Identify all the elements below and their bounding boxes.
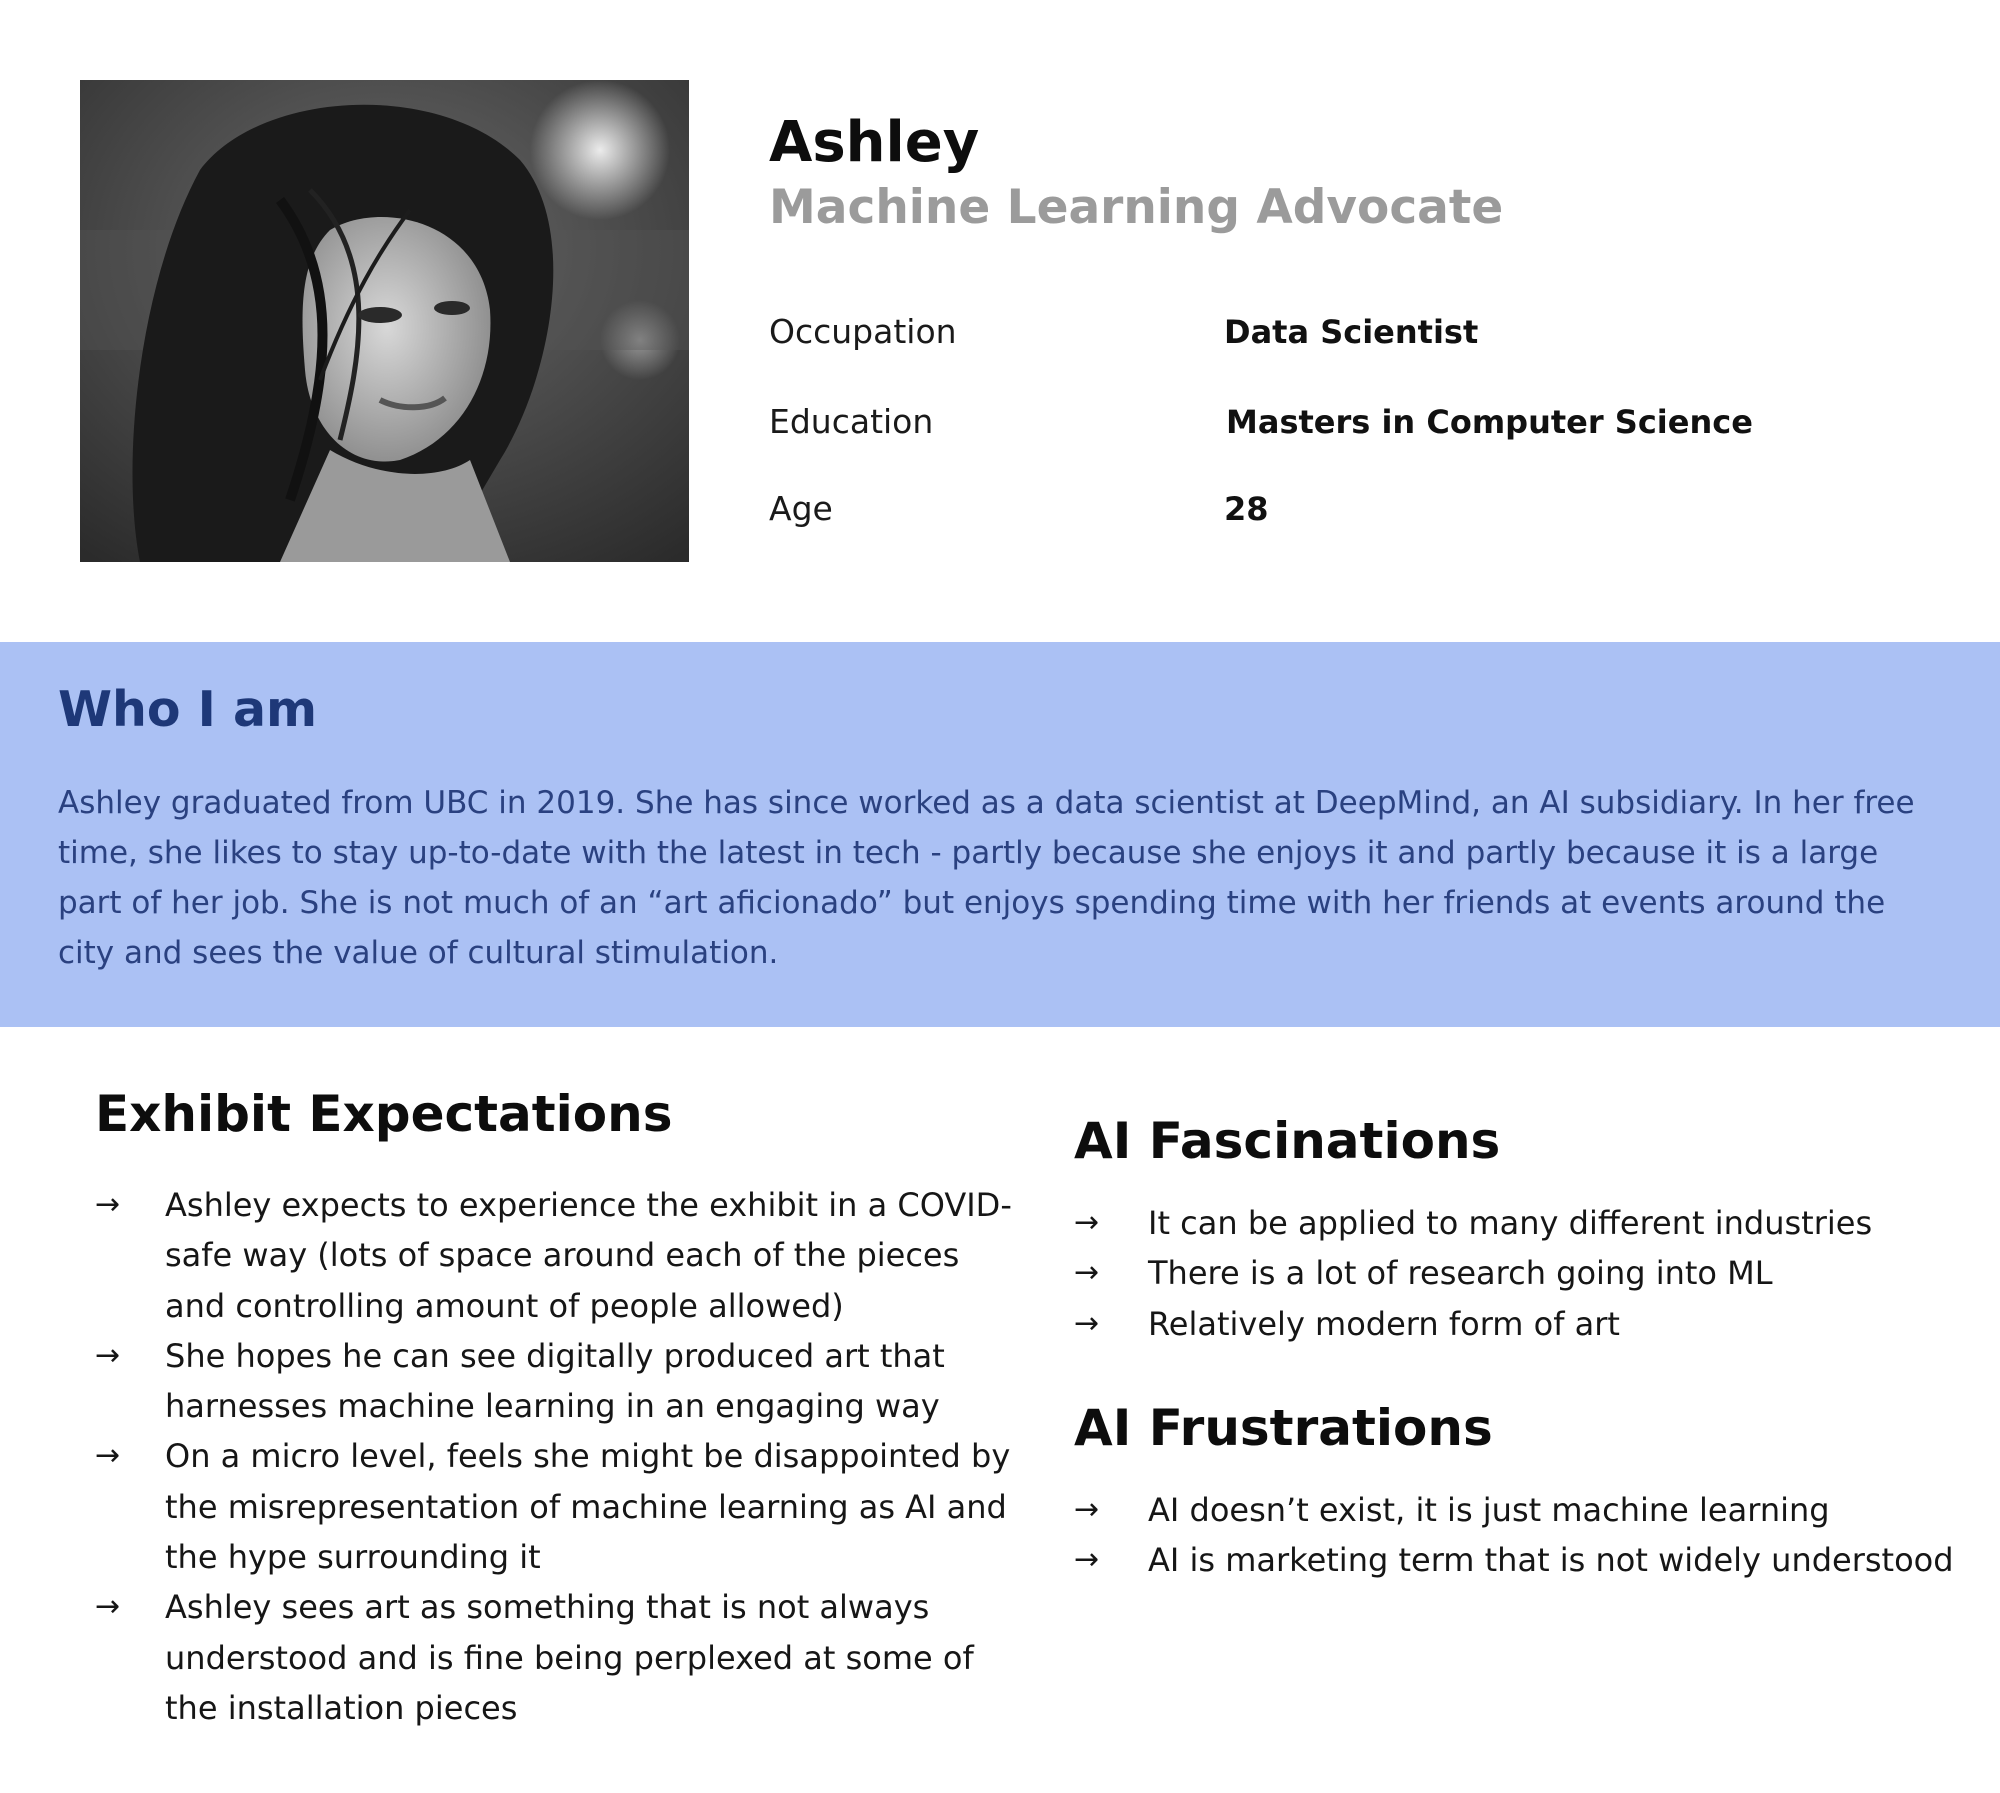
who-i-am-section xyxy=(0,642,2000,1027)
fact-value: 28 xyxy=(1224,490,1269,528)
who-i-am-text: Ashley graduated from UBC in 2019. She has since worked as a data scientist at DeepMind, an AI subsidiary. In her free time, she likes to stay up-to-date with the latest in tech - partly because she enjoys it and partly because it is a large part of her job. She is not much of an “art aficionado” but enjoys spending time with her friends at events around the city and sees the value of cultural stimulation. xyxy=(58,785,1915,971)
fact-value: Masters in Computer Science xyxy=(1226,403,1753,441)
fascinations-heading: AI Fascinations xyxy=(1074,1112,1501,1170)
arrow-right-icon: → xyxy=(95,1438,121,1474)
arrow-right-icon: → xyxy=(1074,1255,1100,1291)
list-item-text: AI doesn’t exist, it is just machine learning xyxy=(1148,1491,1830,1529)
fact-label: Age xyxy=(769,489,833,528)
fact-label: Education xyxy=(769,402,934,441)
list-item xyxy=(95,1331,1015,1432)
arrow-right-icon: → xyxy=(95,1187,121,1222)
arrow-right-icon: → xyxy=(1074,1205,1100,1240)
persona-role: Machine Learning Advocate xyxy=(769,180,1504,235)
fact-row-occupation xyxy=(769,307,1919,357)
fascinations-list xyxy=(1074,1198,1954,1349)
profile-photo xyxy=(80,80,689,562)
list-item-text: On a micro level, feels she might be disappointed by the misrepresentation of machine learning as AI and the hype surrounding it xyxy=(165,1437,1011,1577)
list-item xyxy=(95,1180,1015,1331)
fact-value: Data Scientist xyxy=(1224,313,1479,351)
arrow-right-icon: → xyxy=(95,1589,121,1625)
expectations-list xyxy=(95,1180,1015,1733)
arrow-right-icon: → xyxy=(95,1337,121,1373)
arrow-right-icon: → xyxy=(1074,1542,1100,1578)
list-item xyxy=(1074,1299,1954,1349)
who-i-am-heading: Who I am xyxy=(58,681,318,738)
list-item-text: Ashley expects to experience the exhibit in a COVID-safe way (lots of space around each of the pieces and controlling amount of people allowed) xyxy=(165,1186,1012,1325)
frustrations-heading: AI Frustrations xyxy=(1074,1399,1493,1457)
frustrations-list xyxy=(1074,1485,1954,1586)
list-item xyxy=(1074,1248,1954,1298)
persona-name: Ashley xyxy=(769,110,980,175)
list-item-text: It can be applied to many different industries xyxy=(1148,1204,1873,1242)
list-item xyxy=(1074,1485,1954,1535)
expectations-heading: Exhibit Expectations xyxy=(95,1085,673,1143)
list-item xyxy=(1074,1198,1954,1248)
fact-label: Occupation xyxy=(769,312,957,351)
list-item-text: Ashley sees art as something that is not always understood and is fine being perplexed at some of the installation pieces xyxy=(165,1588,974,1727)
list-item-text: There is a lot of research going into ML xyxy=(1148,1254,1773,1293)
list-item xyxy=(95,1431,1015,1582)
list-item-text: She hopes he can see digitally produced art that harnesses machine learning in an engaging way xyxy=(165,1336,945,1426)
arrow-right-icon: → xyxy=(1074,1492,1100,1527)
fact-row-education xyxy=(769,397,1919,447)
fact-row-age xyxy=(769,484,1919,534)
list-item-text: Relatively modern form of art xyxy=(1148,1304,1620,1343)
arrow-right-icon: → xyxy=(1074,1305,1100,1341)
list-item-text: AI is marketing term that is not widely understood xyxy=(1148,1541,1954,1580)
list-item xyxy=(1074,1535,1954,1585)
list-item xyxy=(95,1582,1015,1733)
